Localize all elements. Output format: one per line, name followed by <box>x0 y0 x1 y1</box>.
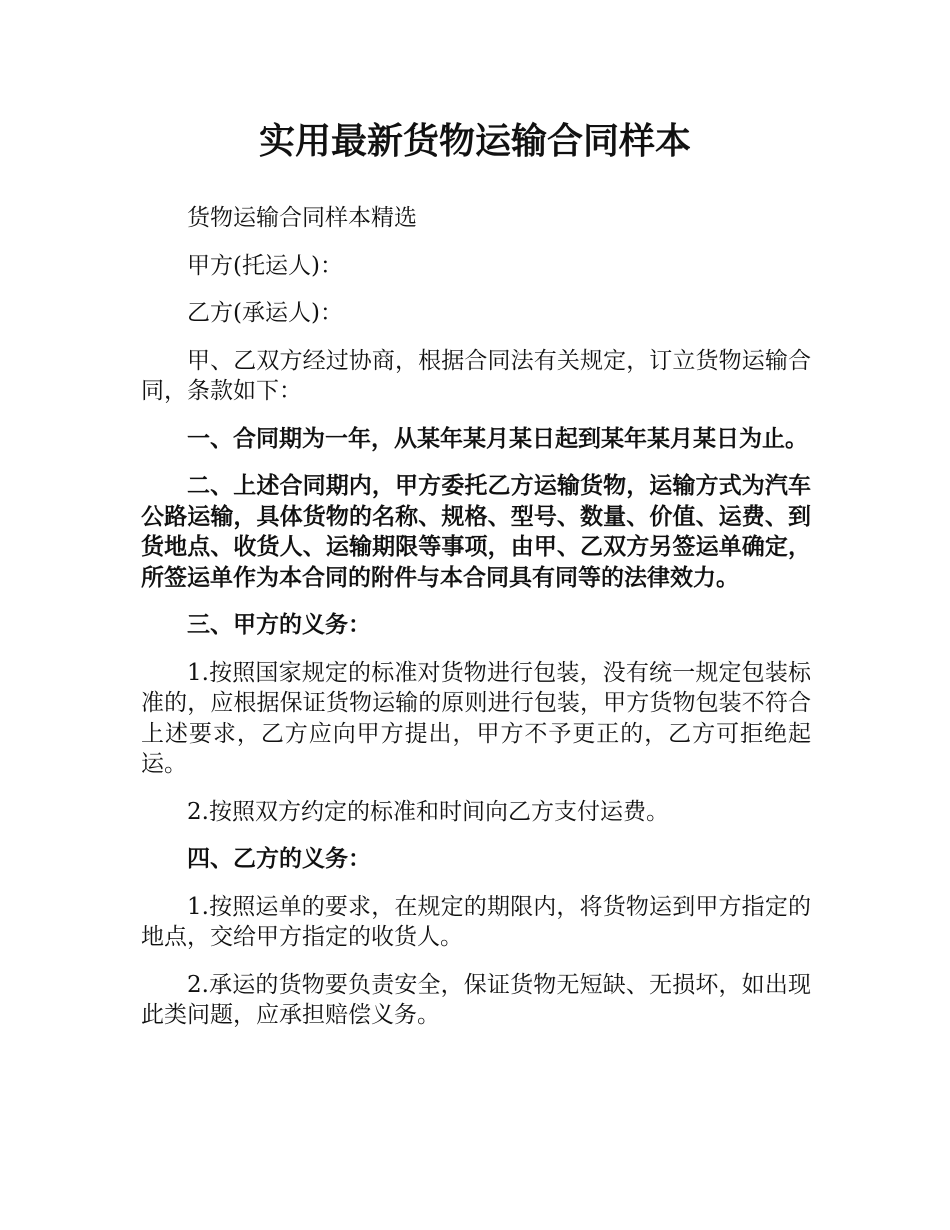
paragraph-clause-3-item-1: 1.按照国家规定的标准对货物进行包装，没有统一规定包装标准的，应根据保证货物运输的原则进行包装，甲方货物包装不符合上述要求，乙方应向甲方提出，甲方不予更正的，乙方可拒绝起运。 <box>141 659 811 777</box>
paragraph-clause-4-heading: 四、乙方的义务： <box>187 846 371 872</box>
paragraph-party-b: 乙方(承运人)： <box>187 300 343 326</box>
paragraph-clause-3-heading: 三、甲方的义务： <box>187 612 371 638</box>
paragraph-clause-3-item-2: 2.按照双方约定的标准和时间向乙方支付运费。 <box>187 798 669 825</box>
paragraph-clause-2: 二、上述合同期内，甲方委托乙方运输货物，运输方式为汽车公路运输，具体货物的名称、规格、型号、数量、价值、运费、到货地点、收货人、运输期限等事项，由甲、乙双方另签运单确定，所签运单作为本合同的附件与本合同具有同等的法律效力。 <box>141 473 811 591</box>
paragraph-clause-4-item-1: 1.按照运单的要求，在规定的期限内，将货物运到甲方指定的地点，交给甲方指定的收货人。 <box>141 893 811 950</box>
document-body <box>141 203 811 1048</box>
document-title: 实用最新货物运输合同样本 <box>258 121 691 162</box>
paragraph-subtitle: 货物运输合同样本精选 <box>187 205 417 231</box>
paragraph-preamble: 甲、乙双方经过协商，根据合同法有关规定，订立货物运输合同，条款如下： <box>141 347 811 404</box>
paragraph-party-a: 甲方(托运人)： <box>187 252 343 279</box>
paragraph-clause-4-item-2: 2.承运的货物要负责安全，保证货物无短缺、无损坏，如出现此类问题，应承担赔偿义务。 <box>141 971 811 1028</box>
paragraph-clause-1: 一、合同期为一年，从某年某月某日起到某年某月某日为止。 <box>187 425 808 452</box>
